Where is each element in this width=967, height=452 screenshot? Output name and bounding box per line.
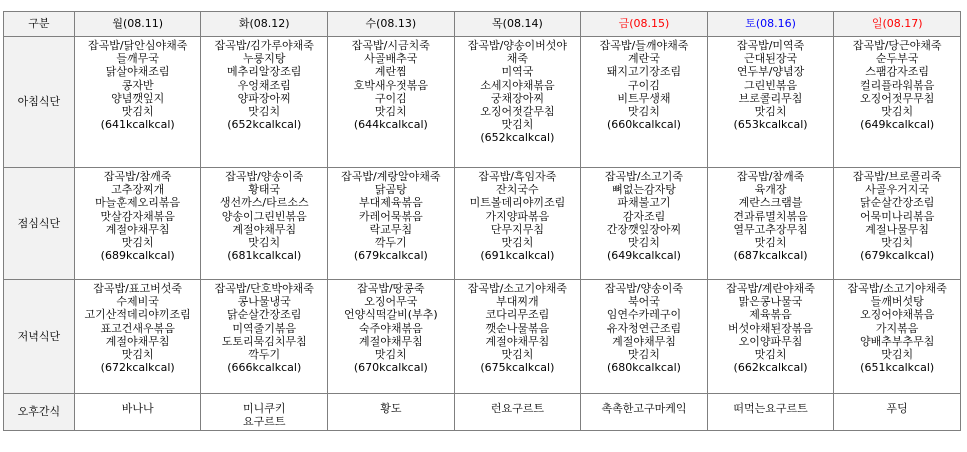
menu-item: 콩나물냉국 [237,295,291,309]
menu-item: 맛김치 [881,348,914,362]
menu-item: 계절야채무침 [105,222,170,236]
menu-item: 맛김치 [754,348,787,362]
day-header-thu: 목(08.14) [454,12,581,37]
menu-item: 깻순나물볶음 [485,321,550,335]
menu-cell [454,280,581,394]
menu-item: 잡곡밥/땅콩죽 [357,282,425,295]
menu-item: 순두부국 [875,52,919,66]
menu-item: 양념깻잎지 [111,91,165,105]
meal-label-breakfast: 아침식단 [4,37,75,168]
menu-item: 오징어젓갈무침 [480,105,555,119]
menu-item: 코다리무조림 [485,308,550,322]
menu-item: 바나나 [121,402,154,415]
menu-item: 닭곰탕 [374,183,407,197]
menu-item: 어묵미나리볶음 [859,209,935,223]
menu-item: 잡곡밥/양송이죽 [225,170,304,183]
meal-label-lunch: 점심식단 [4,168,75,280]
menu-item: 잔치국수 [496,183,539,197]
menu-item: (662kcalkcal) [733,361,808,375]
menu-item: 깍두기 [374,236,407,250]
day-header-sun: 일(08.17) [834,12,961,37]
menu-item: 계절야채무침 [612,334,676,348]
menu-item: 연두부/양념장 [736,65,805,79]
menu-item: 잡곡밥/양송이죽 [604,282,684,295]
menu-item: (670kcalkcal) [353,361,428,375]
menu-item: 콩자반 [121,78,154,92]
menu-item: 파채불고기 [617,196,671,210]
corner-label: 구분 [4,12,75,37]
menu-item: 부대찌개 [496,295,539,309]
menu-item: 계절야채무침 [485,334,550,348]
menu-item: 브로콜리무침 [738,91,803,105]
weekly-meal-table [3,11,961,431]
menu-item: 맛김치 [374,105,407,119]
menu-item: 들깨버섯탕 [870,295,924,309]
day-header-mon: 월(08.11) [74,12,201,37]
menu-item: 맛김치 [501,118,534,132]
menu-item: 맛김치 [248,105,281,119]
menu-item: 잡곡밥/소고기야채죽 [467,282,568,295]
menu-item: 맛김치 [374,348,407,362]
menu-item: 맛김치 [501,348,534,362]
snack-cell [74,394,201,431]
menu-item: 맛김치 [628,236,660,250]
menu-item: (649kcalkcal) [860,118,935,132]
menu-item: 맛김치 [754,236,787,250]
menu-item: 오징어무국 [364,295,418,309]
meal-row-lunch [4,168,961,280]
menu-item: 계절야채무침 [358,334,423,348]
menu-item: (687kcalkcal) [733,249,808,263]
menu-item: 고기산적데리야끼조림 [84,308,191,322]
menu-item: (649kcalkcal) [606,249,681,263]
menu-item: 잡곡밥/흑임자죽 [478,170,557,183]
menu-item: 소세지야채볶음 [480,78,555,92]
menu-item: (681kcalkcal) [227,249,302,263]
menu-item: 도토리묵김치무침 [221,334,307,348]
snack-cell [454,394,581,431]
menu-cell [707,168,834,280]
snack-cell [707,394,834,431]
menu-item: 촉촉한고구마케익 [601,402,687,415]
menu-item: 카레어묵볶음 [358,209,423,223]
menu-item: 구이김 [628,78,660,92]
menu-item: 맛살감자채볶음 [100,209,175,223]
menu-item: 감자조림 [622,209,666,223]
menu-item: 사골배추국 [364,52,418,66]
menu-item: 잡곡밥/양송이버섯야 [467,39,568,52]
menu-cell [834,168,961,280]
menu-cell [454,168,581,280]
menu-item: 맛김치 [754,105,787,119]
menu-item: 잡곡밥/김가루야채죽 [214,39,314,52]
menu-item: 오징어젓무무침 [859,91,935,105]
menu-item: 맛김치 [501,236,534,250]
menu-item: 구이김 [374,91,407,105]
header-row [4,12,961,37]
meal-label-snack: 오후간식 [4,394,75,431]
menu-item: 우엉채조림 [237,78,291,92]
menu-cell [201,168,328,280]
menu-cell [581,280,708,394]
menu-item: (652kcalkcal) [480,131,555,145]
menu-item: 수제비국 [116,295,159,309]
menu-item: 런요구르트 [490,402,544,415]
menu-item: 임연수카레구이 [606,308,682,322]
menu-item: 메추리알장조림 [227,65,302,79]
menu-cell [201,280,328,394]
day-header-tue: 화(08.12) [201,12,328,37]
menu-item: 생선까스/타르소스 [219,196,309,210]
menu-item: 맑은콩나물국 [738,295,803,309]
menu-item: 계란국 [628,52,660,66]
menu-item: 제육볶음 [749,308,792,322]
menu-item: 잡곡밥/소고기죽 [604,170,684,183]
menu-item: 숙주야채볶음 [358,321,423,335]
day-header-sat: 토(08.16) [707,12,834,37]
menu-item: (652kcalkcal) [227,118,302,132]
menu-item: 양송이그린빈볶음 [221,209,307,223]
menu-item: 가지볶음 [875,321,919,335]
menu-item: (680kcalkcal) [606,361,681,375]
menu-item: 미역줄기볶음 [232,321,297,335]
menu-item: 계절야채무침 [232,222,297,236]
menu-item: 채죽 [506,52,529,66]
menu-cell [834,37,961,168]
menu-item: 단무지무침 [490,222,544,236]
menu-item: 언양식떡갈비(부추) [344,308,438,322]
menu-item: (641kcalkcal) [100,118,175,132]
menu-item: 미트볼데리야끼조림 [469,196,566,210]
menu-item: 잡곡밥/계란야채죽 [726,282,815,295]
menu-item: 잡곡밥/단호박야채죽 [214,282,314,295]
menu-item: 뼈없는감자탕 [612,183,676,197]
menu-cell [454,37,581,168]
menu-item: (644kcalkcal) [353,118,428,132]
menu-item: (666kcalkcal) [227,361,302,375]
menu-item: (653kcalkcal) [733,118,808,132]
menu-cell [328,280,455,394]
menu-item: 양배추부추무침 [859,334,935,348]
menu-item: 간장깻잎장아찌 [606,222,682,236]
menu-item: 오징어야채볶음 [859,308,935,322]
menu-item: 잡곡밥/당근야채죽 [852,39,942,52]
menu-cell [201,37,328,168]
menu-item: 맛김치 [121,236,154,250]
day-header-fri: 금(08.15) [581,12,708,37]
meal-row-breakfast [4,37,961,168]
menu-item: 계절나물무침 [865,222,930,236]
menu-item: 오이양파무침 [738,334,803,348]
menu-item: 닭순살간장조림 [859,196,935,210]
menu-cell [74,280,201,394]
snack-cell [201,394,328,431]
menu-item: 잡곡밥/브로콜리죽 [852,170,942,183]
meal-label-dinner: 저녁식단 [4,280,75,394]
menu-item: 잡곡밥/계랑알야채죽 [341,170,441,183]
menu-cell [834,280,961,394]
menu-item: 닭순살간장조림 [227,308,302,322]
menu-item: 그린빈볶음 [743,78,798,92]
menu-item: 황태국 [248,183,281,197]
menu-item: (672kcalkcal) [100,361,175,375]
menu-item: 푸딩 [886,402,908,415]
menu-item: 잡곡밥/참깨죽 [103,170,172,183]
menu-item: 잡곡밥/참깨죽 [736,170,805,183]
menu-cell [581,168,708,280]
menu-item: (691kcalkcal) [480,249,555,263]
menu-cell [328,37,455,168]
menu-item: 닭살야채조림 [105,65,170,79]
menu-item: 열무고추장무침 [733,222,808,236]
menu-item: (675kcalkcal) [480,361,555,375]
menu-item: 깍두기 [248,348,281,362]
menu-item: 계절야채무침 [105,334,170,348]
menu-cell [707,280,834,394]
menu-item: 버섯야채된장볶음 [728,321,814,335]
menu-item: (679kcalkcal) [353,249,428,263]
menu-item: 마늘훈제오리볶음 [95,196,181,210]
menu-item: 부대제육볶음 [358,196,423,210]
snack-cell [834,394,961,431]
menu-item: 황도 [380,402,402,415]
menu-item: 미역국 [501,65,534,79]
menu-item: 맛김치 [121,348,154,362]
menu-item: 근대된장국 [743,52,798,66]
menu-item: 맛김치 [628,105,660,119]
menu-item: 사골우거지국 [865,183,930,197]
menu-item: 육개장 [754,183,787,197]
menu-item: 잡곡밥/미역죽 [736,39,805,52]
snack-cell [581,394,708,431]
menu-item: 떠먹는요구르트 [733,402,808,415]
menu-item: (651kcalkcal) [860,361,935,375]
menu-item: 잡곡밥/표고버섯죽 [93,282,183,295]
menu-item: 누룽지탕 [242,52,286,66]
meal-row-dinner [4,280,961,394]
menu-cell [74,37,201,168]
menu-item: 돼지고기장조림 [606,65,682,79]
menu-item: 맛김치 [881,236,914,250]
menu-cell [74,168,201,280]
menu-item: 컬리플라워볶음 [859,78,935,92]
menu-item: 견과류멸치볶음 [733,209,808,223]
menu-item: (660kcalkcal) [606,118,681,132]
menu-cell [707,37,834,168]
menu-item: 양파장아찌 [237,91,291,105]
menu-item: 궁채장아찌 [490,91,544,105]
menu-item: 스팸감자조림 [865,65,930,79]
menu-cell [581,37,708,168]
menu-item: (689kcalkcal) [100,249,175,263]
menu-item: 호박새우젓볶음 [353,78,429,92]
menu-item: 북어국 [628,295,660,309]
menu-item: 가지양파볶음 [485,209,550,223]
snack-cell [328,394,455,431]
menu-item: 유자청연근조림 [606,321,682,335]
menu-item: 들깨무국 [116,52,159,66]
menu-item: 락교무침 [369,222,413,236]
menu-item: 계란찜 [374,65,407,79]
menu-item: 잡곡밥/닭안심야채죽 [87,39,188,52]
menu-item: 비트무생채 [617,91,671,105]
day-header-wed: 수(08.13) [328,12,455,37]
menu-item: 맛김치 [628,348,660,362]
menu-cell [328,168,455,280]
menu-item: 맛김치 [121,105,154,119]
menu-item: 잡곡밥/시금치죽 [351,39,430,52]
menu-item: 계란스크램블 [738,196,803,210]
menu-item: 고추장찌개 [111,183,165,197]
menu-item: 잡곡밥/소고기야채죽 [847,282,947,295]
menu-item: (679kcalkcal) [860,249,935,263]
menu-item: 맛김치 [248,236,281,250]
meal-row-snack [4,394,961,431]
menu-item: 잡곡밥/들깨야채죽 [599,39,689,52]
menu-item: 미니쿠키 [242,402,286,415]
menu-item: 표고건새우볶음 [100,321,175,335]
menu-item: 요구르트 [242,415,286,429]
menu-item: 맛김치 [881,105,914,119]
